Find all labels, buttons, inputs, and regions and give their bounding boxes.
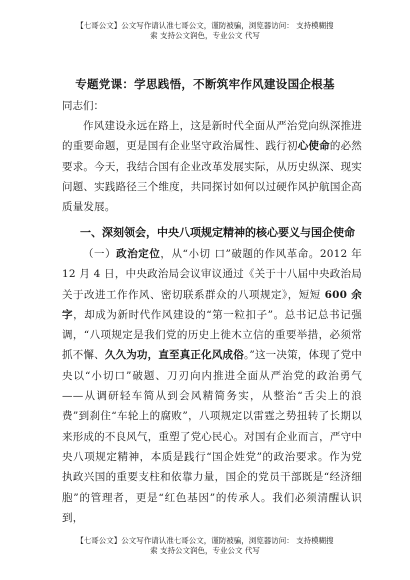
subsection-label: （一）: [83, 248, 117, 260]
footer-line-2: 索 支持公文润色，专业公文 代写: [150, 546, 260, 555]
intro-text-a: 作风建设永远在路上，这是新时代全面从严治党向纵深推进的重要命题，更是国有企业坚守政治属性、践行初: [62, 120, 362, 153]
intro-bold-text: 心使命: [297, 140, 330, 153]
word-count: 600 余字: [62, 288, 362, 321]
footer-line-1: 【七哥公文】公文写作请认准七哥公文，谨防被骗，浏览器访问： 支持模糊搜: [76, 536, 334, 545]
section-heading-1: 一、深刻领会，中央八项规定精神的核心要义与国企使命: [80, 226, 355, 239]
intro-text-b: 的必然要求。今天，我结合国有企业改革发展实际，从历史纵深、现实问题、实践路径三个维度，共同探讨如何以过硬作风护航国企高质量发展。: [62, 140, 363, 214]
subsection-bold-quote: 久久为功，直至真正化风成俗: [104, 349, 244, 362]
header-line-2: 索 支持公文润色，专业公文 代写: [150, 31, 260, 40]
subsection-text-b: ，却成为新时代作风建设的“第一粒扣子”。总书记总书记强调，“八项规定是我们党的历史上徙木立信的重要举措，必须常抓不懈、: [62, 308, 363, 362]
page-header: [0, 21, 410, 41]
intro-text: [62, 116, 362, 217]
subsection-text: [62, 244, 362, 528]
subsection-paragraph: [62, 244, 362, 528]
salutation: 同志们：: [62, 100, 104, 112]
page-footer: [0, 536, 410, 556]
subsection-text-a: ，从“小切 口”破题的作风革命。2012 年 12 月 4 日，中央政治局会议审议通过《关于十八届中央政治局关于改进工作作风、密切联系群众的八项规定》，短短: [62, 248, 362, 301]
header-line-1: 【七哥公文】公文写作请认准七哥公文，谨防被骗，浏览器访问： 支持模糊搜: [76, 21, 334, 30]
intro-paragraph: [62, 116, 362, 217]
subsection-bold-title: 政治定位: [116, 248, 161, 260]
document-title: 专题党课：学思践悟，不断筑牢作风建设国企根基: [75, 77, 335, 91]
subsection-text-c: 。”这一决策，体现了党中央以“小切口”破题、刀刃向内推进全面从严治党的政治勇气——从调研轻车简从到会风精简务实，从整治“舌尖上的浪费”到刹住“车轮上的腐败”，八项规定以雷霆之势扭转了长期以来形成的不良风气，重塑了党心民心。对国有企业而言，严守中央八项规定精神，本质是践行“国企姓党”的政治要求。作为党执政兴国的重要支柱和依靠力量，国企的党员干部既是“经济细胞”的管理者，更是“红色基因”的传承人。我们必须清醒认识到，: [62, 349, 362, 524]
